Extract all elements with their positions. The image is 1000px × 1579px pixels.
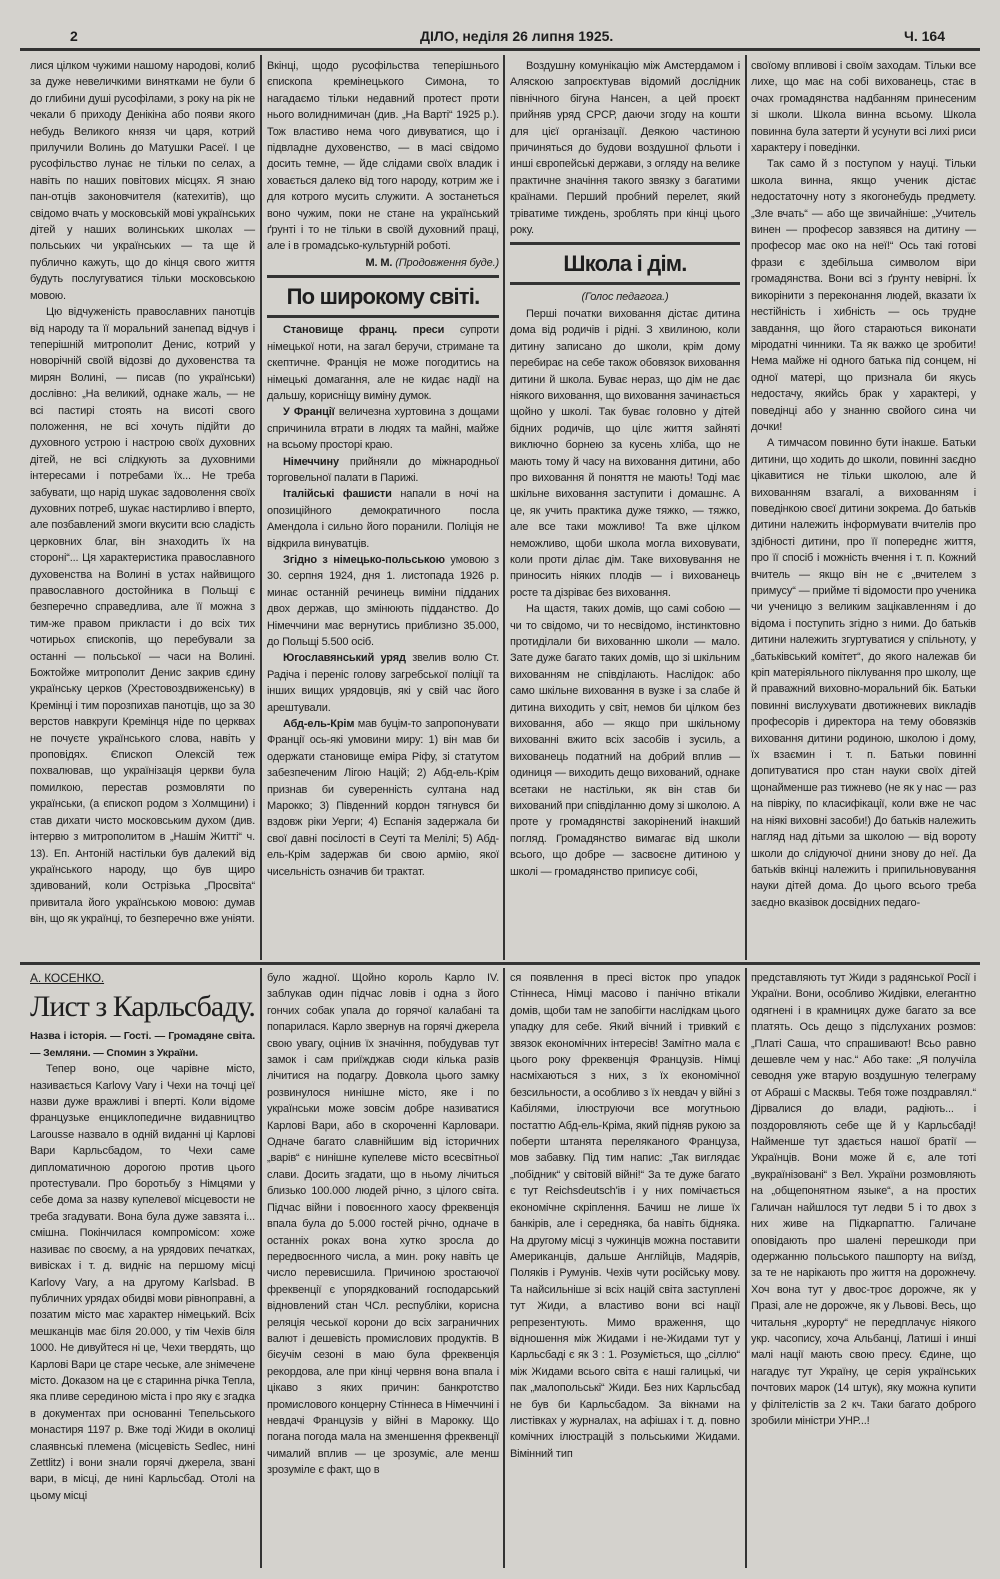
top-column-3: Воздушну комунікацію між Амстердамом і Аляскою запроєктував відомий дослідник північного бігуна Нансен, а цей проєкт прийняв уряд СРСР, даючи згоду на кошти для цієї організації. Деякою частиною причиняться до будови воздушної фльоти і инші європейські держави, з огляду на велике практичне значіння такого звязку з багатими країнами. Перший пробний перелет, який тріватиме тиждень, зроблять при кінці цього року. Школа і дім. (Голос педагога.) Перші початки виховання дістає дитина дома від родичів і рідні. З хвилиною, коли дитину записано до школи, крім дому перебирає на себе також обовязок виховання дитини й школа. Буває нераз, що дім не дає ніякого виховання, що виховання зачинається щойно у школі. Так буває головно у дітей бідних родичів, що цілє життя зайняті виключно борнею за кусень хліба, що не мають тому й часу на виховання дитини, або про виховання й поняття не мають! Тоді має шкільне виховання заступити і домашнє. А це, як учить практика дуже тяжко, — тяжко, але все таки можливо! Та вже цілком неможливо, щоби школа могла виховувати, коли проти ділає дім. Таке виховування не приносить ніяких плодів — і вихованець росте та дізріває без виховання. На щастя, таких домів, що самі собою — чи то свідомо, чи то несвідомо, інстинктовно протиділали би вихованню школи — мало. Зате дуже багато таких домів, що зі шкільним вихованням не співділають. Наслідок: або само шкільне виховання в вузке і за слабе й дитина виходить у світ, немов би цілком без виховання, або — якщо при шкільному вихованні вжито всіх засобів і зусиль, а вихованець податний на добрий вплив — одиниця — виходить дещо вихований, однаке всетаки не настільки, як він став би вихований при співділанню дому зі школою. А проте у громадянстві закорінений інакший погляд. Громадянство вимагає від школи всього, що добре — засвоєне дитиною у школі — громадянство приписує собі, xyxy=(510,60,740,878)
column-divider xyxy=(503,55,505,960)
news-item: Абд-ель-Крім мав буцім-то запропонувати Франції ось-які умовини миру: 1) він мав би одержати становище еміра Ріфу, зі статутом забезпеченим Лігою Націй; 2) Абд-ель-Крім признав би суверенність султана над Марокко; 3) Південний кордон тягнувся би вздовж ріки Уерги; 4) Еспанія задержала би свої давні посілості в Сеуті та Мелілі; 5) Абд-ель-Крім задержав би свою армію, якої чисельність означив би трактат. xyxy=(267,718,499,878)
article-author: А. КОСЕНКО. xyxy=(30,971,105,985)
news-item: Німеччину прийняли до міжнародньої торговельної палати в Парижі. xyxy=(267,455,499,484)
column-divider xyxy=(260,55,262,960)
headline-box xyxy=(267,275,499,318)
column-divider xyxy=(745,55,747,960)
column-divider xyxy=(503,968,505,1568)
news-item: Італійські фашисти напали в ночі на опозиційного демократичного посла Амендола і сильно його поранили. Поліція не відкрила винуватців. xyxy=(267,488,500,550)
page-number: 2 xyxy=(70,28,78,44)
top-column-4: своїому впливові і своїм заходам. Тільки все лихе, що має на собі вихованець, стає в очах громадянства надбанням принесеним зі школи. Школа винна всьому. Школа повинна була затерти й усунути всі лихі риси характеру і поведінки. Так само й з поступом у науці. Тільки школа винна, якщо ученик дістає недостаточну ноту з якогонебудь предмету. „Зле вчать“ — або ще звичайніше: „Учитель винен — професор завзявся на дитину — професор має око на неї!“ Ось такі готові фрази є здебільша символом віри громадянства. Вони всі з ґрунту невірні. Їх викорінити з переконання людей, вказати їх нестійність і хибність — ось трудне завдання, що його стараються виконати міродатні чинники. Та як важко це зробити! Нема майже ні одного батька під сонцем, ні одної матері, що признала би якусь недостачу, якийсь брак у характері, у поведінці або у знанню свойого сина чи дочки! А тимчасом повинно бути інакше. Батьки дитини, що ходить до школи, повинні заєдно цікавитися не тільки школою, але й вихованням взагалі, а вихованням і поведінкою своєї дитини зокрема. До батьків дитини належить інформувати вчителів про здібності дитини, про її попереднє життя, про її спосіб і можність вчення і т. п. Кожний вчитель — якщо він не є „вчителем з примусу“ — прийме ті відомости про ученика чи ученицю з великим зацікавленням і до відома і поступить згідно з ними. До батьків дитини належить згуртуватися у спільноту, у „батьківський комітет“, до якого належав би кріп матеріяльного піклування про школу, ще й праважний виховно-моральний бік. Батьки повинні вислухувати двотижневих викладів професорів і директора на тему обовязків виховання дитини родиною, школою і дому, їх взаємин і т. п. Батьки повинні допитуватися про стан науки своїх дітей щонайменше раз тижнево (не як у нас — раз на півріку, по класифікації, коли вже не час на ніякі виховні засоби!) До батьків належить нагляд над дітьми за школою — від вороту школи до слідуючої днини знову до неї. Да батьків вкінці належить і припильновування науки дітей дома. До цього всього треба заєдно вказівок досвідних педаго- xyxy=(751,60,976,909)
masthead-date: ДІЛО, неділя 26 липня 1925. xyxy=(420,28,614,44)
signature: М. М. (Продовження буде.) xyxy=(365,256,499,269)
page-header xyxy=(30,28,975,44)
news-item: Становище франц. преси супроти німецької ноти, на загал беручи, стримане та скептичне. Франція не може погодитись на німецькі домагання, але не кидає надії на дальшу, корисніщу виміну думок. xyxy=(267,324,499,402)
news-item: Згідно з німецько-польською умовою з 30. серпня 1924, дня 1. листопада 1926 р. минає останній речинець виміни підданих двох держав, що змінюють підданство. До Німеччини має вернутись приблизно 35.000, до Польщі 5.500 осіб. xyxy=(267,553,500,648)
bottom-column-4: представляють тут Жиди з радянської Росії і України. Вони, особливо Жидівки, елегантно одягнені і в крамницях дуже багато за все платять. Ось дещо з підслуханих розмов: „Платі Саша, что спрашивают! Всьо равно дешевле чем у нас.“ Або таке: „Я получіла севодня уже втарую воздушную телеграму от Абраші с Масквы. Тебя тоже поздравлял.“ Дірвалися до влади, радіють... і поздоровляють себе ще й у Карльсбаді! Найменше тут здається нашої братії — Українців. Вони може й є, але тоті „вукраїнізовані“ з Вел. України розмовляють на „общепонятном языке“, а на простих Галичан найшлося тут ледви 5 і то двох з них живе на Підкарпаттю. Галичане оповідають про шалені перешкоди при одержанню польського пашпорту на виїзд, за те не нарікають про життя на дорожнечу. Хоч вона тут у двос-троє дорожче, як у Празі, але не дорожче, як у Львові. Весь, що читальня „курорту“ не передплачує ніякого укр. часопису, хоча Альбанці, Латиші і инші малі нації мають свою пресу. Єдине, що нагадує тут Україну, це серія українських почтових марок (14 штук), яку можна купити у філітелістів за 2 кч. Таки багато доброго зробили міністри УНР...! xyxy=(751,972,976,1427)
article-subheadings: Назва і історія. — Гості. — Громадяне світа. — Земляни. — Спомин з України. xyxy=(30,1030,255,1059)
column-divider xyxy=(260,968,262,1568)
bottom-column-2: було жадної. Щойно король Карло IV. заблукав один підчас ловів і одна з його гончих собак упала до горячої калабані та попарилася. Карло звернув на горячі джерела свою увагу, оцінив їх значіння, побудував тут замок і сам приїжджав сюди кілька разів лічитися на подагру. Довкола цього замку розвинулося нинішне місто, яке і по українськи може зовсім добре називатися Карлові Вари, або в скороченні Карловари. Одначе багато славнійшим від історичних „варів“ є нинішне купелеве місто всесвітньої слави. Досить згадати, що в ньому лічиться близько 100.000 людей річно, з цілого світа. Підчас війни і повоєнного хаосу фреквенція впала була до 5.000 гостей річно, одначе в останніх роках вона хутко зросла до передвоєнного числа, а мин. року навіть це число перевисшила. Причиною зростаючої фреквенції є упорядкований господарський відновлений стан ЧСл. республіки, корисна реляція чеської корони до всіх заграничних валют і дешевість промислових продуктів. В бієучім сезоні в маю була фреквенція рекордова, але при кінці червня вона впала і цікаво з яких причин: банкротство промислового концерну Стіннеса в Німеччині і невдачі Французів у війні в Марокку. Що погана погода мала на зменшення фреквенції чималий вплив — це зрозуміє, але менш зрозуміле є факт, що в xyxy=(267,972,499,1477)
top-column-2: Вкінці, щодо русофільства теперішнього єпископа кремінецького Симона, то нагадаємо тільки недавний протест проти нього волиднимичан (див. „На Варті“ 1925 р.). Тож властиво нема чого дивуватися, що і підвладне духовенство, — в масі свідомо досить темне, — йде слідами своїх владик і ховається далеко від того народу, котрим же і для котрого мусить служити. А зостанеться воно чужим, поки не стане на український ґрунті і то не тільки в своїй духовний праці, але і в громадсько-культурній роботі. М. М. (Продовження буде.) По широкому світі. Становище франц. преси супроти німецької ноти, на загал беручи, стримане та скептичне. Франція не може погодитись на німецькі домагання, але не кидає надії на дальшу, корисніщу виміну думок. У Франції величезна хуртовина з дощами спричинила втрати в людях та майні, майже на всьому просторі краю. Німеччину прийняли до міжнародньої торговельної палати в Парижі. Італійські фашисти напали в ночі на опозиційного демократичного посла Амендола і сильно його поранили. Поліція не відкрила винуватців. Згідно з німецько-польською умовою з 30. серпня 1924, дня 1. листопада 1926 р. минає останній речинець виміни підданих двох держав, що змінюють підданство. До Німеччини має вернутись приблизно 35.000, до Польщі 5.500 осіб. Югославянський уряд звелив волю Ст. Радіча і переніс голову загребської поліції та інших вищих урядовців, які у свій час його арештували. Абд-ель-Крім мав буцім-то запропонувати Франції ось-які умовини миру: 1) він мав би одержати становище еміра Ріфу, зі статутом забезпеченим Лігою Націй; 2) Абд-ель-Крім признав би суверенність султана над Марокко; 3) Південний кордон тягнувся би вздовж ріки Уерги; 4) Еспанія задержала би свої давні посілості в Сеуті та Мелілі; 5) Абд-ель-Крім задержав би свою армію, якої чисельність означив би трактат. xyxy=(267,58,499,880)
bottom-column-1: А. КОСЕНКО. Лист з Карльсбаду. Назва і історія. — Гості. — Громадяне світа. — Земляни. — Спомин з України. Тепер воно, оце чарівне місто, називається Karlovy Vary і Чехи на точці цеї назви дуже вражливі і вперті. Коли відоме французьке енциклопедичне видавництво Larousse назвало в одній виданні ці Карлові Вари Карльсбадом, то Чехи саме дипломатичною дорогою против цього протестували. Про боротьбу з Німцями у себе дома за назву купелевої місцевости не треба згадувати. Вона була дуже завзята і... смішна. Покінчилася компромісом: хоже називає по своєму, а на урядових печатках, вивісках і т. д. видніє на першому місці Karlovy Vary, а на другому Karlsbad. В публичних урядах обидві мови рівноправні, а позатим місто має характер німецький. Всіх мешканців має біля 20.000, у тім Чехів біля 1000. Не дивуйтеся ні це, Чехи твердять, що Карлові Вари це старе чеське, але знімечене місто. Доказом на це є старинна річка Тепла, яка пливе серединою міста і про яку є згадка в документах при основанні Тепельського монастиря 1197 р. Вже тоді Жиди в околиці слаявнські племена (місцевість Sedlec, нині Zettlitz) і вони знали горячі джерела, звані вари, в місці, де нині Карльсбад. Отолі на цьому місці xyxy=(30,971,255,1502)
section-headline: По широкому світі. xyxy=(286,284,480,310)
column-divider xyxy=(745,968,747,1568)
issue-number: Ч. 164 xyxy=(904,28,945,44)
article-subtitle: (Голос педагога.) xyxy=(581,291,669,304)
top-column-1: лися цілком чужими нашому народові, колиб за дуже невеличкими винятками не були б до глибини душі русофілами, з року на рік не чекали б приходу Денікіна або появи якого небудь Великого князя чи царя, котрий прилучили Волинь до Матушки Расеї. І це русофільство лунає не тільки по селах, а навіть по наших повітових місцях. Я знаю пан-отців законовчителя (катехитів), що свідомо вчать у московській мові українських дітей у наших волинських школах — польських чи українських — та ще й публично кажуть, що до кінця свого життя будуть послугуватися тільки московською мовою. Цю відчуженість православних панотців від народу та її моральний занепад відчув і теперішній митрополит Денис, котрий у новорічній своїй відозві до духовенства та мирян Волині, — писав (по українськи) дослівно: „На великий, однаке жаль, — не всі пастирі стоять на висоті свого положення, не всі хочуть підійти до духовного устрою і настрою своїх духовних дітей, не всі слідкують за духовними інтересами і потребами їх... Не треба забувати, що нарід шукає задоволення своїх духовних потреб, шукає настирливо і вперто, але позбавлений змоги вкусити всю сладість церковних благ, він знаходить їх на стороні“... Ця характеристика православного духовенства на Волині в устах найвищого православного достойника в Польщі є безперечно справедлива, але її можна з тим-же правом прикласти і до всіх тих чотирьох єпископів, що перебували за останні — польської — часи на Волині. Божтойже митрополит Денис закрив єдину українську церков (Хрестовоздвиженську) в Кремінці і тим порозпихав панотців, що за 30 верстов навкруги Кремінця ніде по церквах не почуєте українського слова, навіть у проповідях. Єпископ Олексій теж похвалював, що українізація церкви була помилкою, перестав розмовляти по українськи, (а єпископ родом з Холмщини) і став дихати чисто московським духом (див. інтервю з митрополитом в „Нашім Житті“ ч. 13). Еп. Антоній настільки був далекий від українського народу, що був щиро здивований, коли Острізька „Просвіта“ привитала його українською мовою: думав він, що як українці, то безперечно вже уніяти. xyxy=(30,60,255,926)
news-item: Югославянський уряд звелив волю Ст. Радіча і переніс голову загребської поліції та інших вищих урядовців, які у свій час його арештували. xyxy=(267,652,500,714)
bottom-column-3: ся появлення в пресі вісток про упадок Стіннеса, Німці масово і панічно втікали домів, щоби там не запобігти наслідкам цього упадку для себе. Який вічний і тривкий є звязок економічних інтересів! Замітно мала є цього року фреквенція Французів. Німці насміхаються з них, з їх економічної безсильности, а особливо з їх невдач у війні з Кабілями, ілюструючи все могутньою постаттю Абд-ель-Кріма, який підняв рукою за поберти штанята переляканого Француза, мов забавку. Під тим напис: „Так виглядає „побідник“ у світовій війні!“ За те дуже багато є тут Reichsdeutsch'ів і у них помічається економічне скріплення. Бачиш не лише їх банкірів, але і середняка, ба навіть бідняка. На другому місці з чужинців можна поставити Американців, дальше Англійців, Мадярів, Поляків і Румунів. Чехів чути російську мову. Та найсильніше зі всіх націй світа заступлені тут Жиди, а властиво вони всі нації репрезентують. Мимо враження, що відношення між Жидами і не-Жидами тут у Карльсбаді є як 3 : 1. Розуміється, що „сіллю“ між Жидами всього світа є наші галицькі, чи пак „малопольські“ Жиди. Без них Карльсбад не був би Карльсбадом. За вікнами на листівках у журналах, на афішах і т. д. повно комічних ілюстрацій з польськими Жидами. Вімінний тип xyxy=(510,972,740,1460)
headline-box xyxy=(510,242,740,285)
article-headline: Школа і дім. xyxy=(563,251,687,277)
news-item: У Франції величезна хуртовина з дощами спричинила втрати в людях та майні, майже на всьому просторі краю. xyxy=(267,406,499,452)
article-headline: Лист з Карльсбаду. xyxy=(30,990,255,1024)
header-rule xyxy=(20,48,980,51)
section-rule xyxy=(20,962,980,965)
